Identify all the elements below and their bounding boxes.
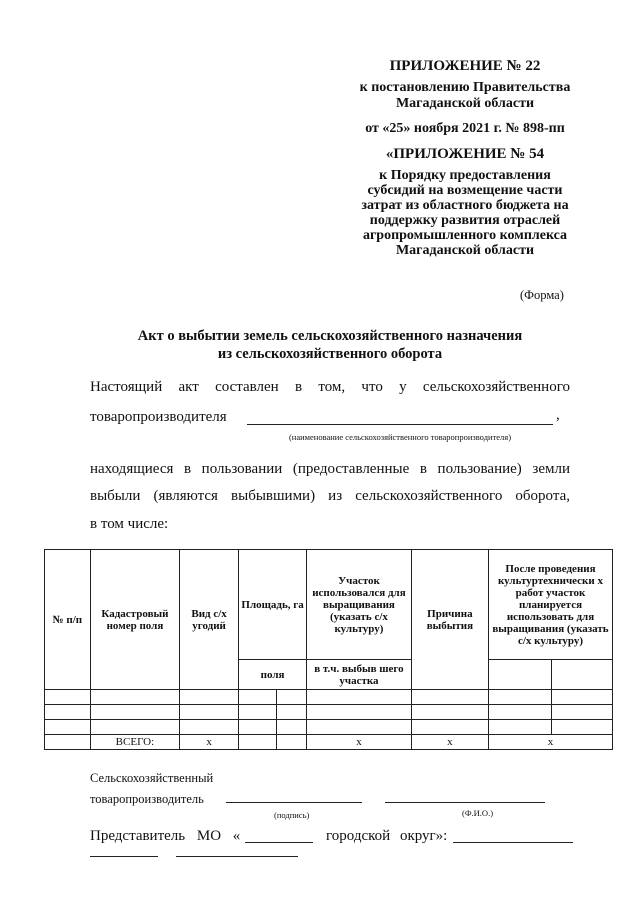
- paragraph-line: в том числе:: [90, 516, 169, 532]
- col-header-area: Площадь, га: [239, 550, 307, 660]
- x-mark: x: [488, 735, 612, 750]
- table-cell[interactable]: [180, 705, 239, 720]
- x-mark: x: [180, 735, 239, 750]
- producer-label: товаропроизводителя: [90, 409, 227, 425]
- representative-extra-field-2[interactable]: [176, 846, 298, 857]
- signature-field[interactable]: [226, 790, 362, 803]
- total-row: [45, 735, 613, 750]
- table-cell[interactable]: [276, 690, 306, 705]
- title-line: Акт о выбытии земель сельскохозяйственного назначения: [137, 328, 523, 344]
- region-name: Магаданской области: [395, 96, 535, 111]
- table-cell: [488, 660, 551, 690]
- decree-date: от «25» ноября 2021 г. № 898-пп: [365, 121, 565, 136]
- representative-suffix: городской округ»:: [326, 828, 448, 844]
- producer-label-1: Сельскохозяйственный: [90, 771, 214, 785]
- municipality-field[interactable]: [245, 830, 313, 843]
- table-cell[interactable]: [180, 720, 239, 735]
- order-line: затрат из областного бюджета на: [361, 198, 569, 213]
- table-cell[interactable]: [307, 690, 412, 705]
- table-cell[interactable]: [551, 705, 612, 720]
- order-reference: [315, 168, 615, 258]
- form-label: (Форма): [520, 288, 564, 302]
- table-cell[interactable]: [239, 720, 277, 735]
- comma: ,: [556, 407, 560, 423]
- table-cell[interactable]: [90, 690, 179, 705]
- table-cell[interactable]: [488, 705, 551, 720]
- paragraph-line: находящиеся в пользовании (предоставленные в пользование) земли: [90, 461, 570, 477]
- table-cell[interactable]: [45, 690, 91, 705]
- table-cell[interactable]: [488, 720, 551, 735]
- table-cell[interactable]: [411, 690, 488, 705]
- table-cell: [239, 735, 277, 750]
- producer-label-2: товаропроизводитель: [90, 792, 204, 806]
- paragraph-line: Настоящий акт составлен в том, что у сельскохозяйственного: [90, 379, 570, 395]
- order-line: к Порядку предоставления: [379, 168, 551, 183]
- col-header-after-works: После проведения культуртехнически х работ участок планируется использовать для выращивания (указать с/х культуру): [488, 550, 612, 660]
- table-cell[interactable]: [551, 690, 612, 705]
- table-cell[interactable]: [276, 720, 306, 735]
- title-line: из сельскохозяйственного оборота: [217, 346, 443, 362]
- appendix-number: ПРИЛОЖЕНИЕ № 22: [389, 58, 541, 74]
- x-mark: x: [411, 735, 488, 750]
- land-table: [44, 549, 613, 750]
- table-cell[interactable]: [411, 720, 488, 735]
- representative-prefix: Представитель МО «: [90, 828, 241, 844]
- col-header-cadastral: Кадастровый номер поля: [90, 550, 179, 690]
- producer-name-field[interactable]: [247, 412, 553, 425]
- table-cell: [551, 660, 612, 690]
- col-header-reason: Причина выбытия: [411, 550, 488, 690]
- table-row: [45, 720, 613, 735]
- table-cell[interactable]: [411, 705, 488, 720]
- full-name-caption: (Ф.И.О.): [462, 808, 494, 818]
- col-header-number: № п/п: [45, 550, 91, 690]
- col-header-land-type: Вид с/х угодий: [180, 550, 239, 690]
- subheader-field: поля: [239, 660, 307, 690]
- x-mark: x: [307, 735, 412, 750]
- order-line: агропромышленного комплекса: [362, 228, 568, 243]
- signature-caption: (подпись): [274, 810, 310, 820]
- table-cell[interactable]: [307, 705, 412, 720]
- producer-name-caption: (наименование сельскохозяйственного товаропроизводителя): [288, 432, 512, 442]
- order-line: поддержку развития отраслей: [369, 213, 561, 228]
- full-name-field[interactable]: [385, 790, 545, 803]
- appendix-54: «ПРИЛОЖЕНИЕ № 54: [385, 146, 545, 162]
- table-cell[interactable]: [90, 705, 179, 720]
- table-cell[interactable]: [307, 720, 412, 735]
- table-cell[interactable]: [45, 705, 91, 720]
- representative-extra-field-1[interactable]: [90, 846, 158, 857]
- table-cell[interactable]: [180, 690, 239, 705]
- col-header-used-for: Участок использовался для выращивания (указать с/х культуру): [307, 550, 412, 660]
- table-cell: [45, 735, 91, 750]
- table-cell[interactable]: [45, 720, 91, 735]
- table-cell[interactable]: [276, 705, 306, 720]
- table-row: [45, 690, 613, 705]
- subheader-retired: в т.ч. выбыв шего участка: [307, 660, 412, 690]
- paragraph-line: выбыли (являются выбывшими) из сельскохозяйственного оборота,: [90, 488, 570, 504]
- table-cell[interactable]: [90, 720, 179, 735]
- table-cell: [276, 735, 306, 750]
- table-row: [45, 705, 613, 720]
- order-line: субсидий на возмещение части: [367, 183, 563, 198]
- decree-reference: к постановлению Правительства: [359, 80, 571, 95]
- table-cell[interactable]: [239, 705, 277, 720]
- total-label: ВСЕГО:: [90, 735, 179, 750]
- table-cell[interactable]: [551, 720, 612, 735]
- table-cell[interactable]: [488, 690, 551, 705]
- table-cell[interactable]: [239, 690, 277, 705]
- representative-name-field[interactable]: [453, 830, 573, 843]
- order-line: Магаданской области: [395, 243, 535, 258]
- document-title: [60, 327, 600, 363]
